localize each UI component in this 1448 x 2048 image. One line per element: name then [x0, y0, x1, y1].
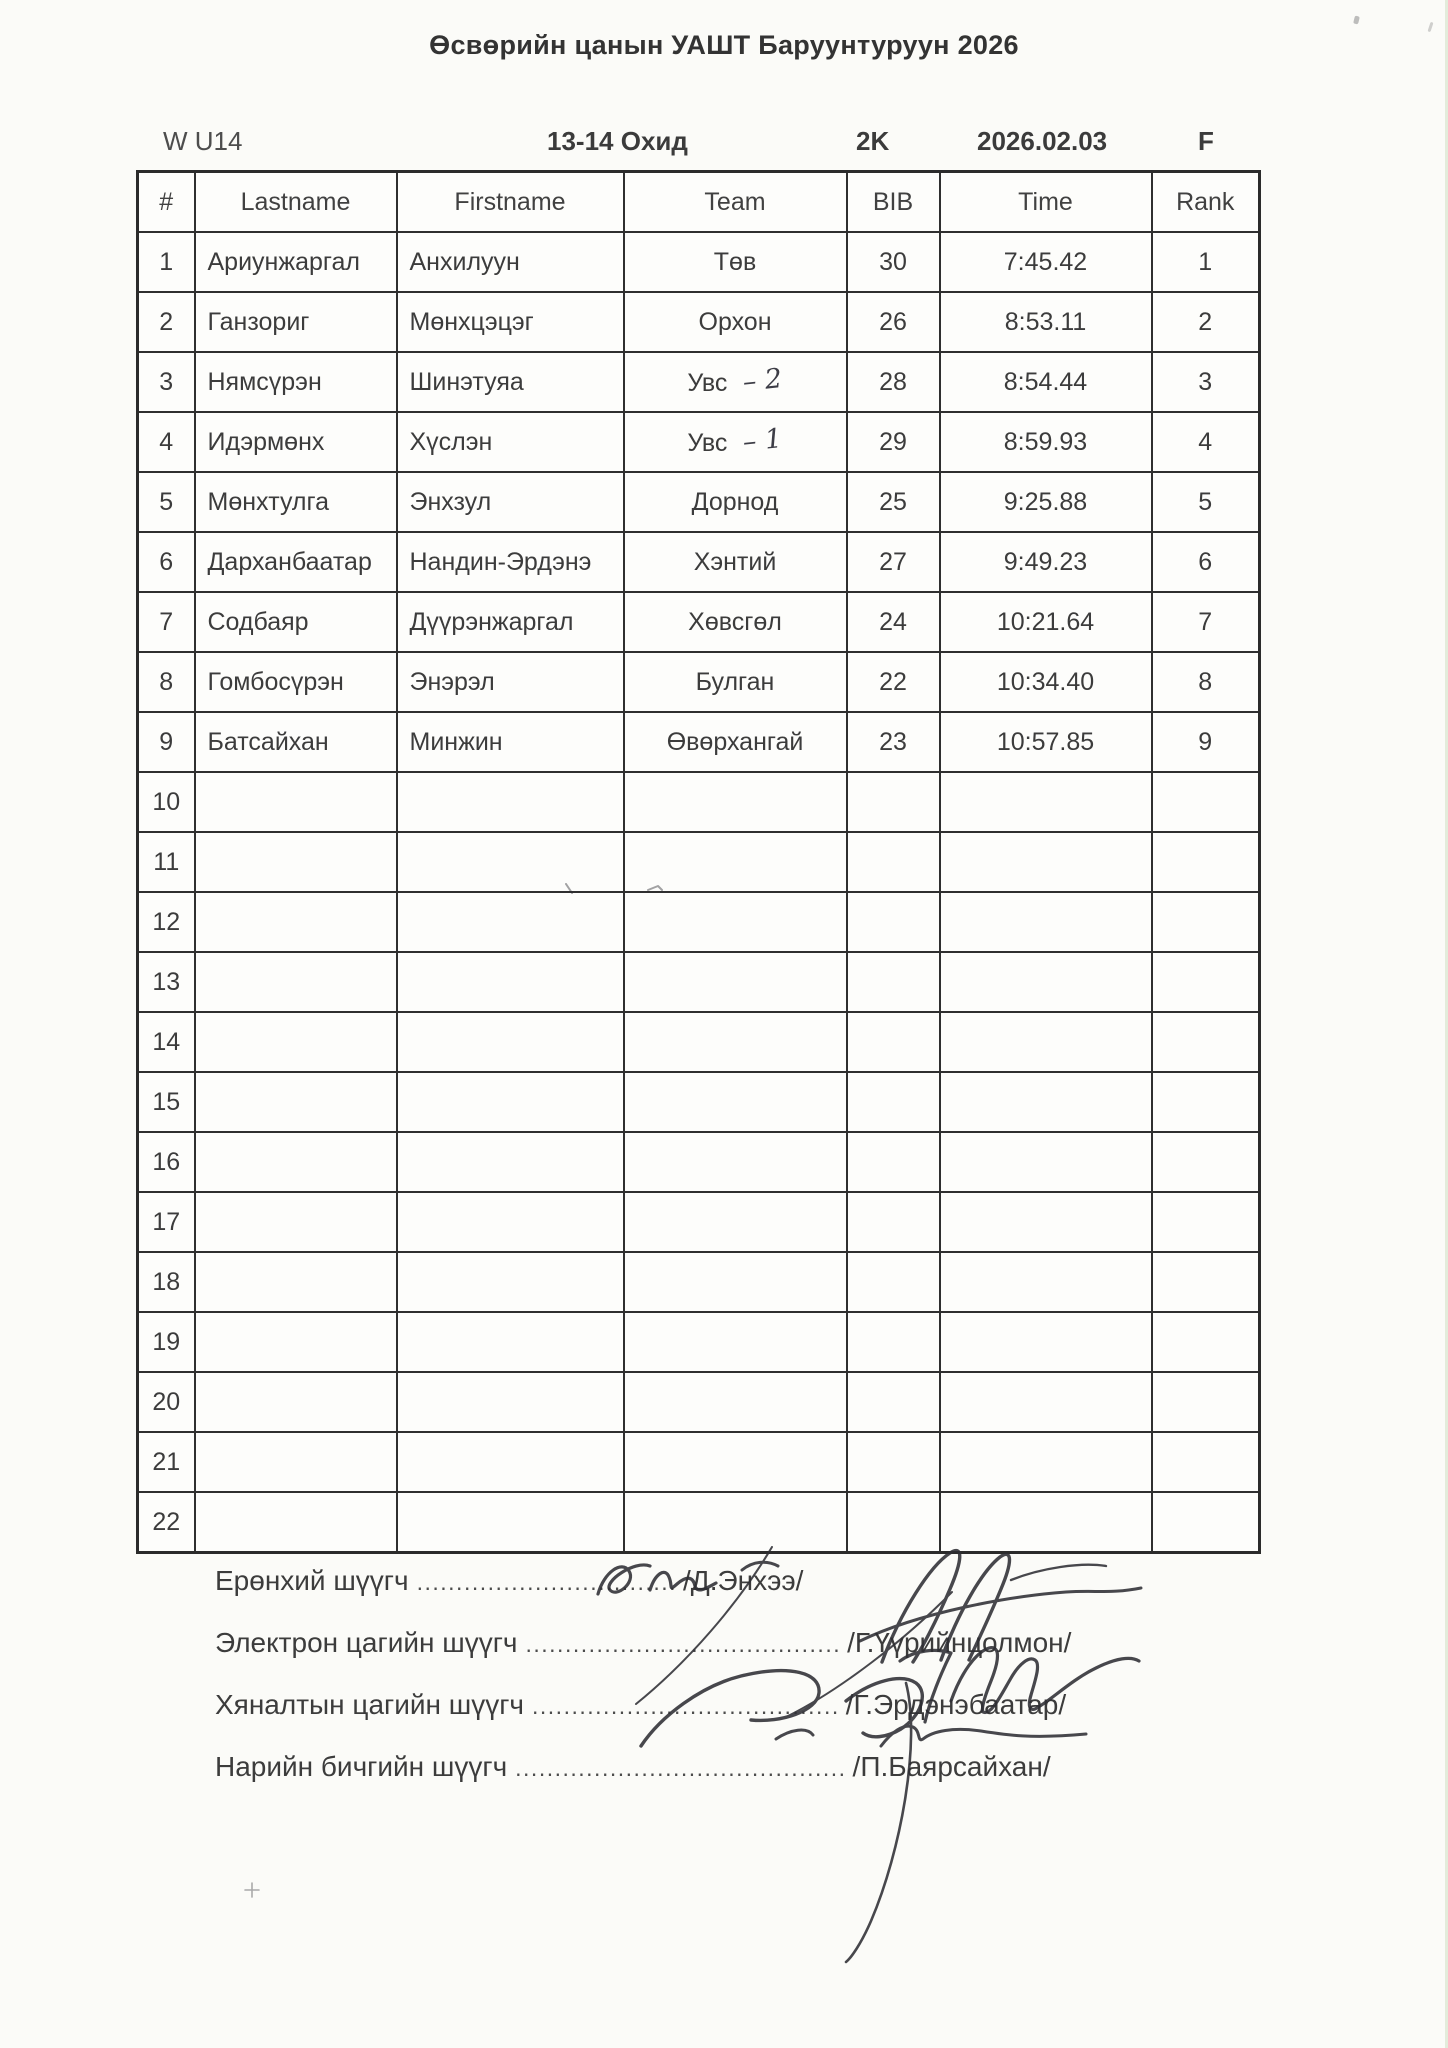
cell-bib: 23 [847, 712, 940, 772]
cell-rank: 8 [1152, 652, 1260, 712]
cell-n: 20 [138, 1372, 195, 1432]
cell-first: Хүслэн [397, 412, 624, 472]
table-row [138, 1432, 1260, 1492]
signature-line-chief-judge [215, 1565, 803, 1597]
cell-last [195, 1012, 397, 1072]
cell-time: 9:25.88 [940, 472, 1152, 532]
cell-bib [847, 1252, 940, 1312]
cell-last [195, 1372, 397, 1432]
cell-time [940, 1012, 1152, 1072]
cell-bib [847, 892, 940, 952]
table-row [138, 892, 1260, 952]
cell-rank: 4 [1152, 412, 1260, 472]
cell-last [195, 1492, 397, 1553]
cell-team: Төв [624, 232, 847, 292]
cell-bib [847, 1492, 940, 1553]
race-date: 2026.02.03 [977, 126, 1108, 156]
cell-first [397, 1312, 624, 1372]
cell-last: Батсайхан [195, 712, 397, 772]
cell-bib [847, 952, 940, 1012]
cell-last [195, 1432, 397, 1492]
cell-time [940, 1372, 1152, 1432]
cell-last: Дарханбаатар [195, 532, 397, 592]
dotted-leader: ........................................ [525, 1631, 842, 1657]
cell-team [624, 1492, 847, 1553]
cell-first: Анхилуун [397, 232, 624, 292]
cell-rank [1152, 772, 1260, 832]
cell-team [624, 1372, 847, 1432]
table-row [138, 1252, 1260, 1312]
table-row [138, 592, 1260, 652]
signature-label: Нарийн бичгийн шүүгч [215, 1751, 508, 1782]
table-row [138, 292, 1260, 352]
table-row [138, 1072, 1260, 1132]
cell-n: 15 [138, 1072, 195, 1132]
cell-first [397, 1012, 624, 1072]
results-header [138, 172, 1260, 233]
cell-time: 10:21.64 [940, 592, 1152, 652]
cell-time [940, 1132, 1152, 1192]
cell-bib [847, 1192, 940, 1252]
cell-first [397, 1072, 624, 1132]
cell-first: Мөнхцэцэг [397, 292, 624, 352]
cell-team [624, 1012, 847, 1072]
cell-n: 10 [138, 772, 195, 832]
signature-name: /Г.Эрдэнэбаатар/ [845, 1689, 1067, 1720]
cell-n: 7 [138, 592, 195, 652]
cell-time: 7:45.42 [940, 232, 1152, 292]
cell-bib: 29 [847, 412, 940, 472]
cell-team: Өвөрхангай [624, 712, 847, 772]
col-rank: Rank [1152, 172, 1260, 233]
table-row [138, 1192, 1260, 1252]
table-row [138, 712, 1260, 772]
cell-time [940, 1312, 1152, 1372]
cell-last [195, 772, 397, 832]
table-row [138, 1372, 1260, 1432]
cell-last: Ариунжаргал [195, 232, 397, 292]
cell-bib [847, 1372, 940, 1432]
table-row [138, 1012, 1260, 1072]
cell-bib [847, 1312, 940, 1372]
cell-first: Нандин-Эрдэнэ [397, 532, 624, 592]
cell-last: Гомбосүрэн [195, 652, 397, 712]
cell-first: Шинэтуяа [397, 352, 624, 412]
cell-time [940, 1072, 1152, 1132]
cell-team [624, 1192, 847, 1252]
cell-n: 11 [138, 832, 195, 892]
cell-last: Нямсүрэн [195, 352, 397, 412]
signature-name: /Д.Энхээ/ [682, 1565, 804, 1596]
cell-rank [1152, 1372, 1260, 1432]
cell-bib: 26 [847, 292, 940, 352]
cell-rank [1152, 1492, 1260, 1553]
table-row [138, 772, 1260, 832]
cell-bib: 24 [847, 592, 940, 652]
cell-time: 8:54.44 [940, 352, 1152, 412]
signature-line-secretary [215, 1751, 1051, 1783]
header-row [138, 172, 1260, 233]
cell-team [624, 1312, 847, 1372]
handwritten-note: – 1 [741, 422, 784, 458]
cell-time [940, 1492, 1152, 1553]
signature-line-control-timing-judge [215, 1689, 1066, 1721]
cell-rank [1152, 832, 1260, 892]
cell-n: 12 [138, 892, 195, 952]
cell-team [624, 832, 847, 892]
cell-last [195, 892, 397, 952]
cell-team [624, 1252, 847, 1312]
cell-time: 10:57.85 [940, 712, 1152, 772]
table-row [138, 1312, 1260, 1372]
cell-n: 9 [138, 712, 195, 772]
cell-n: 2 [138, 292, 195, 352]
cell-team: Орхон [624, 292, 847, 352]
cell-first [397, 1252, 624, 1312]
cell-rank [1152, 892, 1260, 952]
cell-last [195, 1252, 397, 1312]
cell-first [397, 1132, 624, 1192]
cell-last: Мөнхтулга [195, 472, 397, 532]
table-row [138, 952, 1260, 1012]
page-title: Өсвөрийн цанын УАШТ Баруунтуруун 2026 [429, 30, 1019, 60]
handwritten-note: – 2 [741, 362, 784, 398]
cell-last: Ганзориг [195, 292, 397, 352]
table-row [138, 532, 1260, 592]
cell-rank: 1 [1152, 232, 1260, 292]
cell-first: Энэрэл [397, 652, 624, 712]
cell-rank: 2 [1152, 292, 1260, 352]
cell-time [940, 1192, 1152, 1252]
cell-n: 19 [138, 1312, 195, 1372]
cell-n: 6 [138, 532, 195, 592]
cell-time: 10:34.40 [940, 652, 1152, 712]
cell-bib: 30 [847, 232, 940, 292]
cell-bib [847, 772, 940, 832]
cell-first [397, 1492, 624, 1553]
col-team: Team [624, 172, 847, 233]
table-row [138, 652, 1260, 712]
cell-n: 17 [138, 1192, 195, 1252]
table-row [138, 412, 1260, 472]
cell-team [624, 892, 847, 952]
table-row [138, 1132, 1260, 1192]
cell-bib: 25 [847, 472, 940, 532]
cell-rank [1152, 1432, 1260, 1492]
cell-team [624, 772, 847, 832]
cell-rank [1152, 1312, 1260, 1372]
cell-n: 4 [138, 412, 195, 472]
cell-bib: 27 [847, 532, 940, 592]
cell-bib [847, 1432, 940, 1492]
cell-first: Дүүрэнжаргал [397, 592, 624, 652]
table-row [138, 1492, 1260, 1553]
cell-first [397, 832, 624, 892]
cell-first [397, 1372, 624, 1432]
scan-speck [1353, 16, 1360, 25]
cell-team: Булган [624, 652, 847, 712]
cell-last [195, 1132, 397, 1192]
cell-time [940, 832, 1152, 892]
cell-last [195, 952, 397, 1012]
cell-first [397, 772, 624, 832]
cell-team: Хөвсгөл [624, 592, 847, 652]
category-code: W U14 [163, 126, 243, 156]
col-time: Time [940, 172, 1152, 233]
cell-n: 5 [138, 472, 195, 532]
cell-time: 9:49.23 [940, 532, 1152, 592]
cell-team [624, 1432, 847, 1492]
col-firstname: Firstname [397, 172, 624, 233]
age-group: 13-14 Охид [547, 126, 688, 156]
cell-team: Хэнтий [624, 532, 847, 592]
cell-bib: 28 [847, 352, 940, 412]
signature-label: Хяналтын цагийн шүүгч [215, 1689, 525, 1720]
cell-bib: 22 [847, 652, 940, 712]
cell-rank: 5 [1152, 472, 1260, 532]
cell-rank [1152, 1132, 1260, 1192]
signature-name: /Г.Үүрийнцолмон/ [847, 1627, 1072, 1658]
cell-time [940, 892, 1152, 952]
cell-n: 3 [138, 352, 195, 412]
cell-team [624, 1072, 847, 1132]
col-number: # [138, 172, 195, 233]
cell-n: 22 [138, 1492, 195, 1553]
cell-n: 14 [138, 1012, 195, 1072]
cell-rank [1152, 1012, 1260, 1072]
col-lastname: Lastname [195, 172, 397, 233]
results-table [136, 170, 1261, 1554]
cell-first: Энхзул [397, 472, 624, 532]
cell-n: 16 [138, 1132, 195, 1192]
signature-name: /П.Баярсайхан/ [852, 1751, 1051, 1782]
dotted-leader: .......................................... [515, 1755, 847, 1781]
cell-team [624, 952, 847, 1012]
cell-rank: 7 [1152, 592, 1260, 652]
cell-bib [847, 1072, 940, 1132]
cell-rank: 9 [1152, 712, 1260, 772]
cell-time [940, 1432, 1152, 1492]
cell-last [195, 1072, 397, 1132]
cell-team: Увс – 1 [624, 412, 847, 472]
cell-last [195, 1312, 397, 1372]
cell-first: Минжин [397, 712, 624, 772]
cell-bib [847, 832, 940, 892]
cell-team [624, 1132, 847, 1192]
cell-time: 8:53.11 [940, 292, 1152, 352]
cell-rank: 3 [1152, 352, 1260, 412]
cell-bib [847, 1012, 940, 1072]
cell-team: Увс – 2 [624, 352, 847, 412]
cell-time [940, 772, 1152, 832]
cell-time: 8:59.93 [940, 412, 1152, 472]
dotted-leader: ................................. [416, 1569, 677, 1595]
cell-time [940, 1252, 1152, 1312]
cell-last [195, 832, 397, 892]
cell-first [397, 1192, 624, 1252]
cell-rank: 6 [1152, 532, 1260, 592]
col-bib: BIB [847, 172, 940, 233]
cell-rank [1152, 1072, 1260, 1132]
cell-bib [847, 1132, 940, 1192]
cell-rank [1152, 952, 1260, 1012]
cell-first [397, 952, 624, 1012]
cell-rank [1152, 1252, 1260, 1312]
status-flag: F [1198, 126, 1214, 156]
signature-label: Электрон цагийн шүүгч [215, 1627, 518, 1658]
cell-first [397, 1432, 624, 1492]
cell-rank [1152, 1192, 1260, 1252]
signature-line-electronic-timing-judge [215, 1627, 1071, 1659]
dotted-leader: ....................................... [532, 1693, 840, 1719]
cell-last: Идэрмөнх [195, 412, 397, 472]
cell-first [397, 892, 624, 952]
cell-last: Содбаяр [195, 592, 397, 652]
cell-n: 21 [138, 1432, 195, 1492]
distance: 2K [856, 126, 890, 156]
cell-n: 13 [138, 952, 195, 1012]
table-row [138, 352, 1260, 412]
signature-label: Ерөнхий шүүгч [215, 1565, 409, 1596]
cell-last [195, 1192, 397, 1252]
table-row [138, 472, 1260, 532]
cell-n: 18 [138, 1252, 195, 1312]
cell-n: 1 [138, 232, 195, 292]
table-row [138, 232, 1260, 292]
cell-n: 8 [138, 652, 195, 712]
results-body [138, 232, 1260, 1553]
cell-team: Дорнод [624, 472, 847, 532]
cell-time [940, 952, 1152, 1012]
table-row [138, 832, 1260, 892]
